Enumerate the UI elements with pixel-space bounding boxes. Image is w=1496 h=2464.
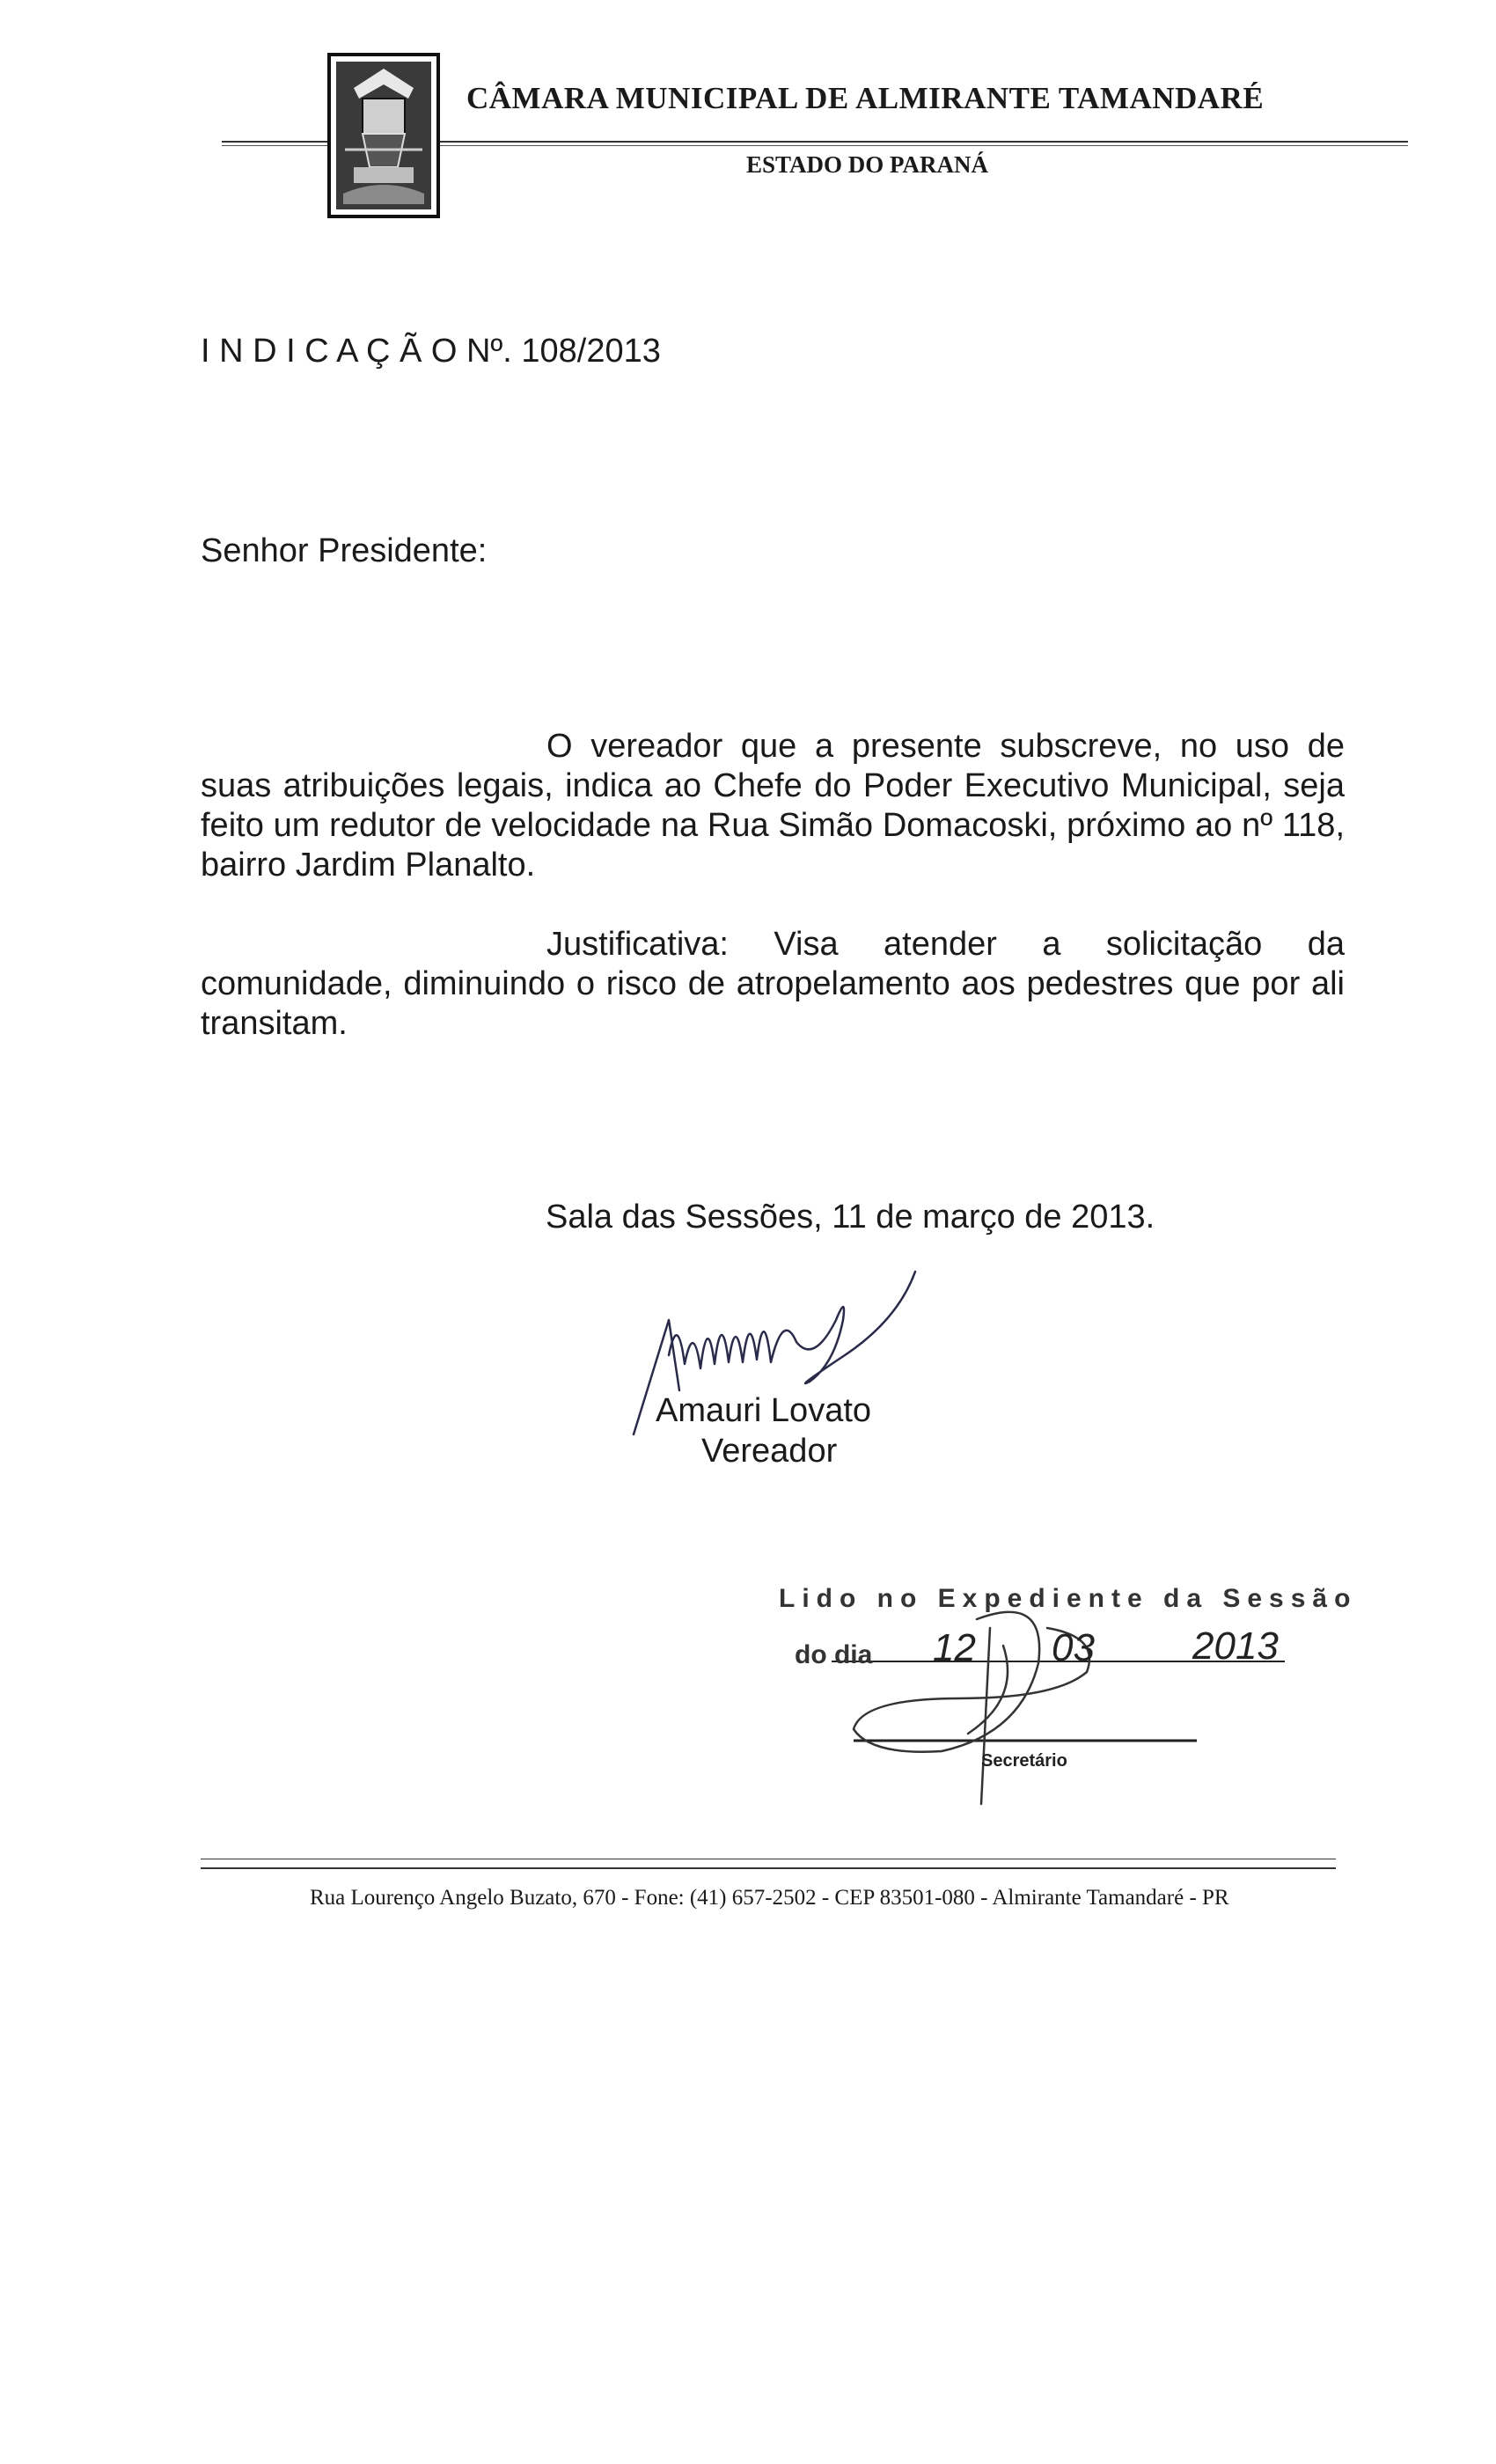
stamp-day-label: do dia xyxy=(795,1640,873,1669)
footer-address: Rua Lourenço Angelo Buzato, 670 - Fone: (41) 657-2502 - CEP 83501-080 - Almirante Tamandaré - PR xyxy=(310,1886,1229,1910)
paragraph-request-text: O vereador que a presente subscreve, no uso de suas atribuições legais, indica ao Chefe do Poder Executivo Municipal, seja feito um redutor de velocidade na Rua Simão Domacoski, próximo ao nº 118, bairro Jardim Planalto. xyxy=(201,728,1345,884)
paragraph-request xyxy=(201,727,1345,885)
stamp-year-value: 2013 xyxy=(1192,1624,1279,1668)
letterhead-rule-left xyxy=(222,141,327,146)
footer-rule-bottom xyxy=(201,1867,1336,1869)
salutation: Senhor Presidente: xyxy=(201,532,488,569)
session-date-line: Sala das Sessões, 11 de março de 2013. xyxy=(546,1199,1155,1236)
stamp-secretary-label: Secretário xyxy=(981,1751,1067,1771)
indicacao-number: I N D I C A Ç Ã O Nº. 108/2013 xyxy=(201,333,661,370)
letterhead-title: CÂMARA MUNICIPAL DE ALMIRANTE TAMANDARÉ xyxy=(466,81,1265,115)
letterhead-rule-right xyxy=(440,141,1408,146)
letterhead-state: ESTADO DO PARANÁ xyxy=(746,151,989,178)
municipal-crest-logo xyxy=(327,53,440,218)
signer-role: Vereador xyxy=(701,1433,838,1470)
signer-name: Amauri Lovato xyxy=(656,1392,872,1429)
paragraph-justification xyxy=(201,925,1345,1044)
stamp-expediente-text: Lido no Expediente da Sessão xyxy=(779,1584,1358,1613)
paragraph-justification-text: Justificativa: Visa atender a solicitação da comunidade, diminuindo o risco de atropelamento aos pedestres que por ali transitam. xyxy=(201,926,1345,1042)
stamp-day-value: 12 xyxy=(933,1626,976,1669)
stamp-month-value: 03 xyxy=(1052,1626,1095,1669)
